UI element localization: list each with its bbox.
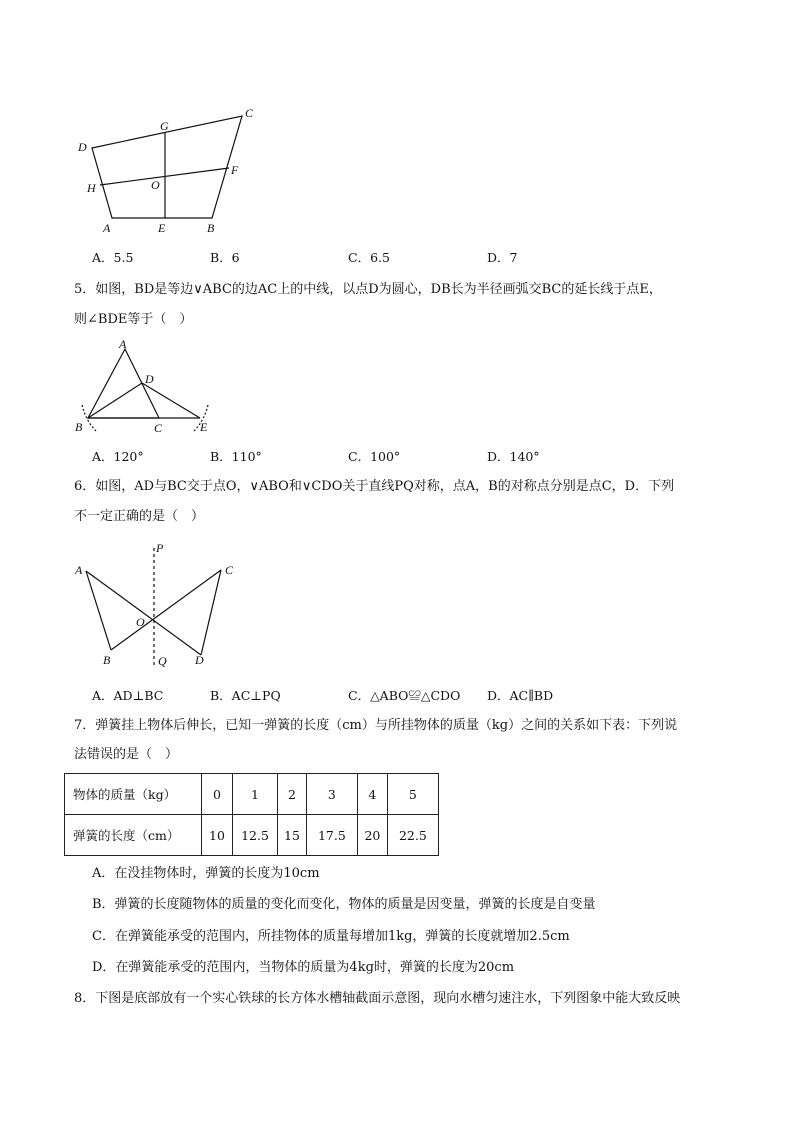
table-cell: 0 <box>202 774 233 815</box>
table-cell: 5 <box>387 774 438 815</box>
q7-stem-line2: 法错误的是（ ） <box>74 747 179 762</box>
table-cell: 17.5 <box>306 815 357 856</box>
q5-stem-line1: 5．如图，BD是等边∨ABC的边AC上的中线，以点D为圆心，DB长为半径画弧交BC的延长线于点E， <box>74 282 662 297</box>
q5-label-A: A <box>119 337 127 351</box>
q6-label-A: A <box>75 563 83 577</box>
q4-label-H: H <box>87 181 96 195</box>
q6-label-C: C <box>225 563 234 577</box>
q5-option-c[interactable]: C．100° <box>348 449 401 464</box>
table-cell: 2 <box>278 774 307 815</box>
q7-option-d[interactable]: D．在弹簧能承受的范围内，当物体的质量为4kg时，弹簧的长度为20cm <box>92 960 515 975</box>
q5-label-B: B <box>75 420 83 434</box>
table-header-mass: 物体的质量（kg） <box>65 774 202 815</box>
q4-figure <box>70 100 270 240</box>
q6-figure <box>70 538 250 673</box>
q4-option-c[interactable]: C．6.5 <box>348 250 390 265</box>
table-header-length: 弹簧的长度（cm） <box>65 815 202 856</box>
q4-label-G: G <box>160 119 169 133</box>
q5-figure <box>70 335 220 440</box>
q6-option-c[interactable]: C．△ABO≌△CDO <box>348 688 461 703</box>
q5-option-d[interactable]: D．140° <box>487 449 540 464</box>
q7-stem-line1: 7．弹簧挂上物体后伸长，已知一弹簧的长度（cm）与所挂物体的质量（kg）之间的关系如下表：下列说 <box>74 718 678 733</box>
q6-label-B: B <box>103 653 111 667</box>
q6-stem-line2: 不一定正确的是（ ） <box>74 509 205 524</box>
q6-option-d[interactable]: D．AC∥BD <box>487 688 554 703</box>
q6-label-P: P <box>156 541 164 555</box>
table-cell: 4 <box>357 774 387 815</box>
q4-option-a[interactable]: A．5.5 <box>92 250 134 265</box>
q4-label-D: D <box>78 140 87 154</box>
q5-label-C: C <box>154 421 163 435</box>
q4-option-d[interactable]: D．7 <box>487 250 518 265</box>
q5-option-b[interactable]: B．110° <box>210 449 262 464</box>
q5-stem-line2: 则∠BDE等于（ ） <box>74 312 193 327</box>
table-cell: 15 <box>278 815 307 856</box>
q4-label-A: A <box>103 221 111 235</box>
table-cell: 22.5 <box>387 815 438 856</box>
q7-data-table <box>64 773 439 856</box>
table-cell: 1 <box>233 774 278 815</box>
table-cell: 12.5 <box>233 815 278 856</box>
q4-label-F: F <box>231 163 239 177</box>
q4-label-O: O <box>151 178 160 192</box>
q6-option-b[interactable]: B．AC⊥PQ <box>210 688 281 703</box>
q7-option-a[interactable]: A．在没挂物体时，弹簧的长度为10cm <box>92 866 320 881</box>
table-cell: 10 <box>202 815 233 856</box>
q6-stem-line1: 6．如图，AD与BC交于点O，∨ABO和∨CDO关于直线PQ对称，点A，B的对称点分别是点C，D．下列 <box>74 479 675 494</box>
q4-label-C: C <box>245 106 254 120</box>
q4-label-B: B <box>207 221 215 235</box>
q6-label-Q: Q <box>158 654 167 668</box>
q6-label-O: O <box>136 615 145 629</box>
table-row <box>65 815 439 856</box>
table-row <box>65 774 439 815</box>
table-cell: 20 <box>357 815 387 856</box>
q4-label-E: E <box>158 221 166 235</box>
q6-option-a[interactable]: A．AD⊥BC <box>92 688 164 703</box>
q5-option-a[interactable]: A．120° <box>92 449 144 464</box>
q7-option-c[interactable]: C．在弹簧能承受的范围内，所挂物体的质量每增加1kg，弹簧的长度就增加2.5cm <box>92 929 570 944</box>
q8-stem-line1: 8．下图是底部放有一个实心铁球的长方体水槽轴截面示意图，现向水槽匀速注水，下列图象中能大致反映 <box>74 991 681 1006</box>
table-cell: 3 <box>306 774 357 815</box>
q5-label-E: E <box>200 420 208 434</box>
q6-label-D: D <box>195 653 204 667</box>
q5-label-D: D <box>145 372 154 386</box>
q7-option-b[interactable]: B．弹簧的长度随物体的质量的变化而变化，物体的质量是因变量，弹簧的长度是自变量 <box>92 897 596 912</box>
q4-option-b[interactable]: B．6 <box>210 250 240 265</box>
